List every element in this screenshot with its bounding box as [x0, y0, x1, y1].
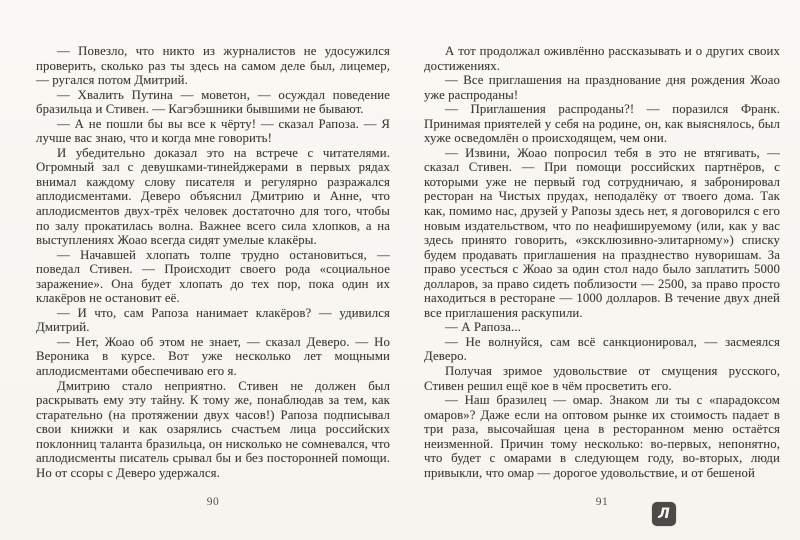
labirint-logo-watermark: [652, 502, 676, 526]
paragraph: — И что, сам Рапоза нанимает клакёров? — удивился Дмитрий.: [36, 305, 390, 335]
paragraph: — А Рапоза...: [445, 320, 521, 335]
paragraph: — А не пошли бы вы все к чёрту! — сказал Рапоза. — Я лучше вас знаю, что и когда мне говорить!: [36, 116, 390, 146]
paragraph: — Начавшей хлопать толпе трудно остановиться, — поведал Стивен. — Происходит своего рода «социальное заражение». Она будет хлопать до тех пор, пока один их клакёров не остановит её.: [36, 247, 390, 306]
paragraph: — Наш бразилец — омар. Знаком ли ты с «парадоксом омаров»? Даже если на оптовом рынке их стоимость падает в три раза, высочайшая цена в ресторанном меню остаётся неизменной. Причин тому несколько: во-первых, непонятно, что будет с омарами в следующем году, во-вторых, люди привыкли, что омар — дорогое удовольствие, и от бешеной: [424, 393, 780, 480]
paragraph: — Хвалить Путина — моветон, — осуждал поведение бразильца и Стивен. — Кагэбэшники бывшими не бывают.: [36, 87, 390, 117]
paragraph: — Все приглашения на празднование дня рождения Жоао уже распроданы!: [424, 73, 780, 102]
right-page-number: 91: [595, 496, 609, 508]
right-page-text: [424, 44, 780, 480]
paragraph: — Приглашения распроданы?! — поразился Франк. Принимая приятелей у себя на родине, он, как выяснялось, был хуже осведомлён о происходящем, чем они.: [424, 102, 780, 146]
left-page-number: 90: [206, 496, 220, 508]
paragraph: — Нет, Жоао об этом не знает, — сказал Деверо. — Но Вероника в курсе. Вот уже несколько лет мощными аплодисментами обеспечиваю его я.: [36, 334, 390, 379]
left-page-text: [36, 44, 390, 480]
paragraph: — Извини, Жоао попросил тебя в это не втягивать, — сказал Стивен. — При помощи российских партнёров, с которыми уже не первый год сотрудничаю, я забронировал ресторан на Чистых прудах, неподалёку от твоего дома. Так как, помимо нас, друзей у Рапозы здесь нет, я договорился с его новым издательством, что по неафишируемому (или, как у вас здесь принято говорить, «эксклюзивно-элитарному») списку будем продавать приглашения на празднество нуворишам. За право усесться с Жоао за один стол надо было заплатить 5000 долларов, за право сидеть поблизости — 2500, за право просто находиться в ресторане — 1000 долларов. В течение двух дней все приглашения раскупили.: [424, 145, 780, 320]
paragraph: Получая зримое удовольствие от смущения русского, Стивен решил ещё кое в чём просветить его.: [424, 364, 780, 393]
paragraph: — Повезло, что никто из журналистов не удосужился проверить, сколько раз ты здесь на самом деле был, лицемер, — ругался потом Дмитрий.: [36, 44, 390, 88]
paragraph: — Не волнуйся, сам всё санкционировал, — засмеялся Деверо.: [424, 334, 780, 364]
paragraph: Дмитрию стало неприятно. Стивен не должен был раскрывать ему эту тайну. К тому же, понаблюдав за тем, как старательно (на протяжении двух часов!) Рапоза подписывал свои книжки и как озарялись счастьем лица российских поклонниц таланта бразильца, он нисколько не сомневался, что аплодисменты писатель срывал бы и без посторонней помощи. Но от ссоры с Деверо удержался.: [36, 378, 390, 480]
paragraph: И убедительно доказал это на встрече с читателями. Огромный зал с девушками-тинейджерами в первых рядах внимал каждому слову писателя и регулярно разражался аплодисментами. Деверо объяснил Дмитрию и Анне, что аплодисментов двух-трёх человек достаточно для того, чтобы по залу прокатилась волна. Важнее всего сила хлопков, а на выступлениях Жоао всегда сидят умелые клакёры.: [36, 145, 390, 248]
paragraph: А тот продолжал оживлённо рассказывать и о других своих достижениях.: [424, 44, 780, 73]
letter-l-glyph: Л: [658, 505, 670, 522]
